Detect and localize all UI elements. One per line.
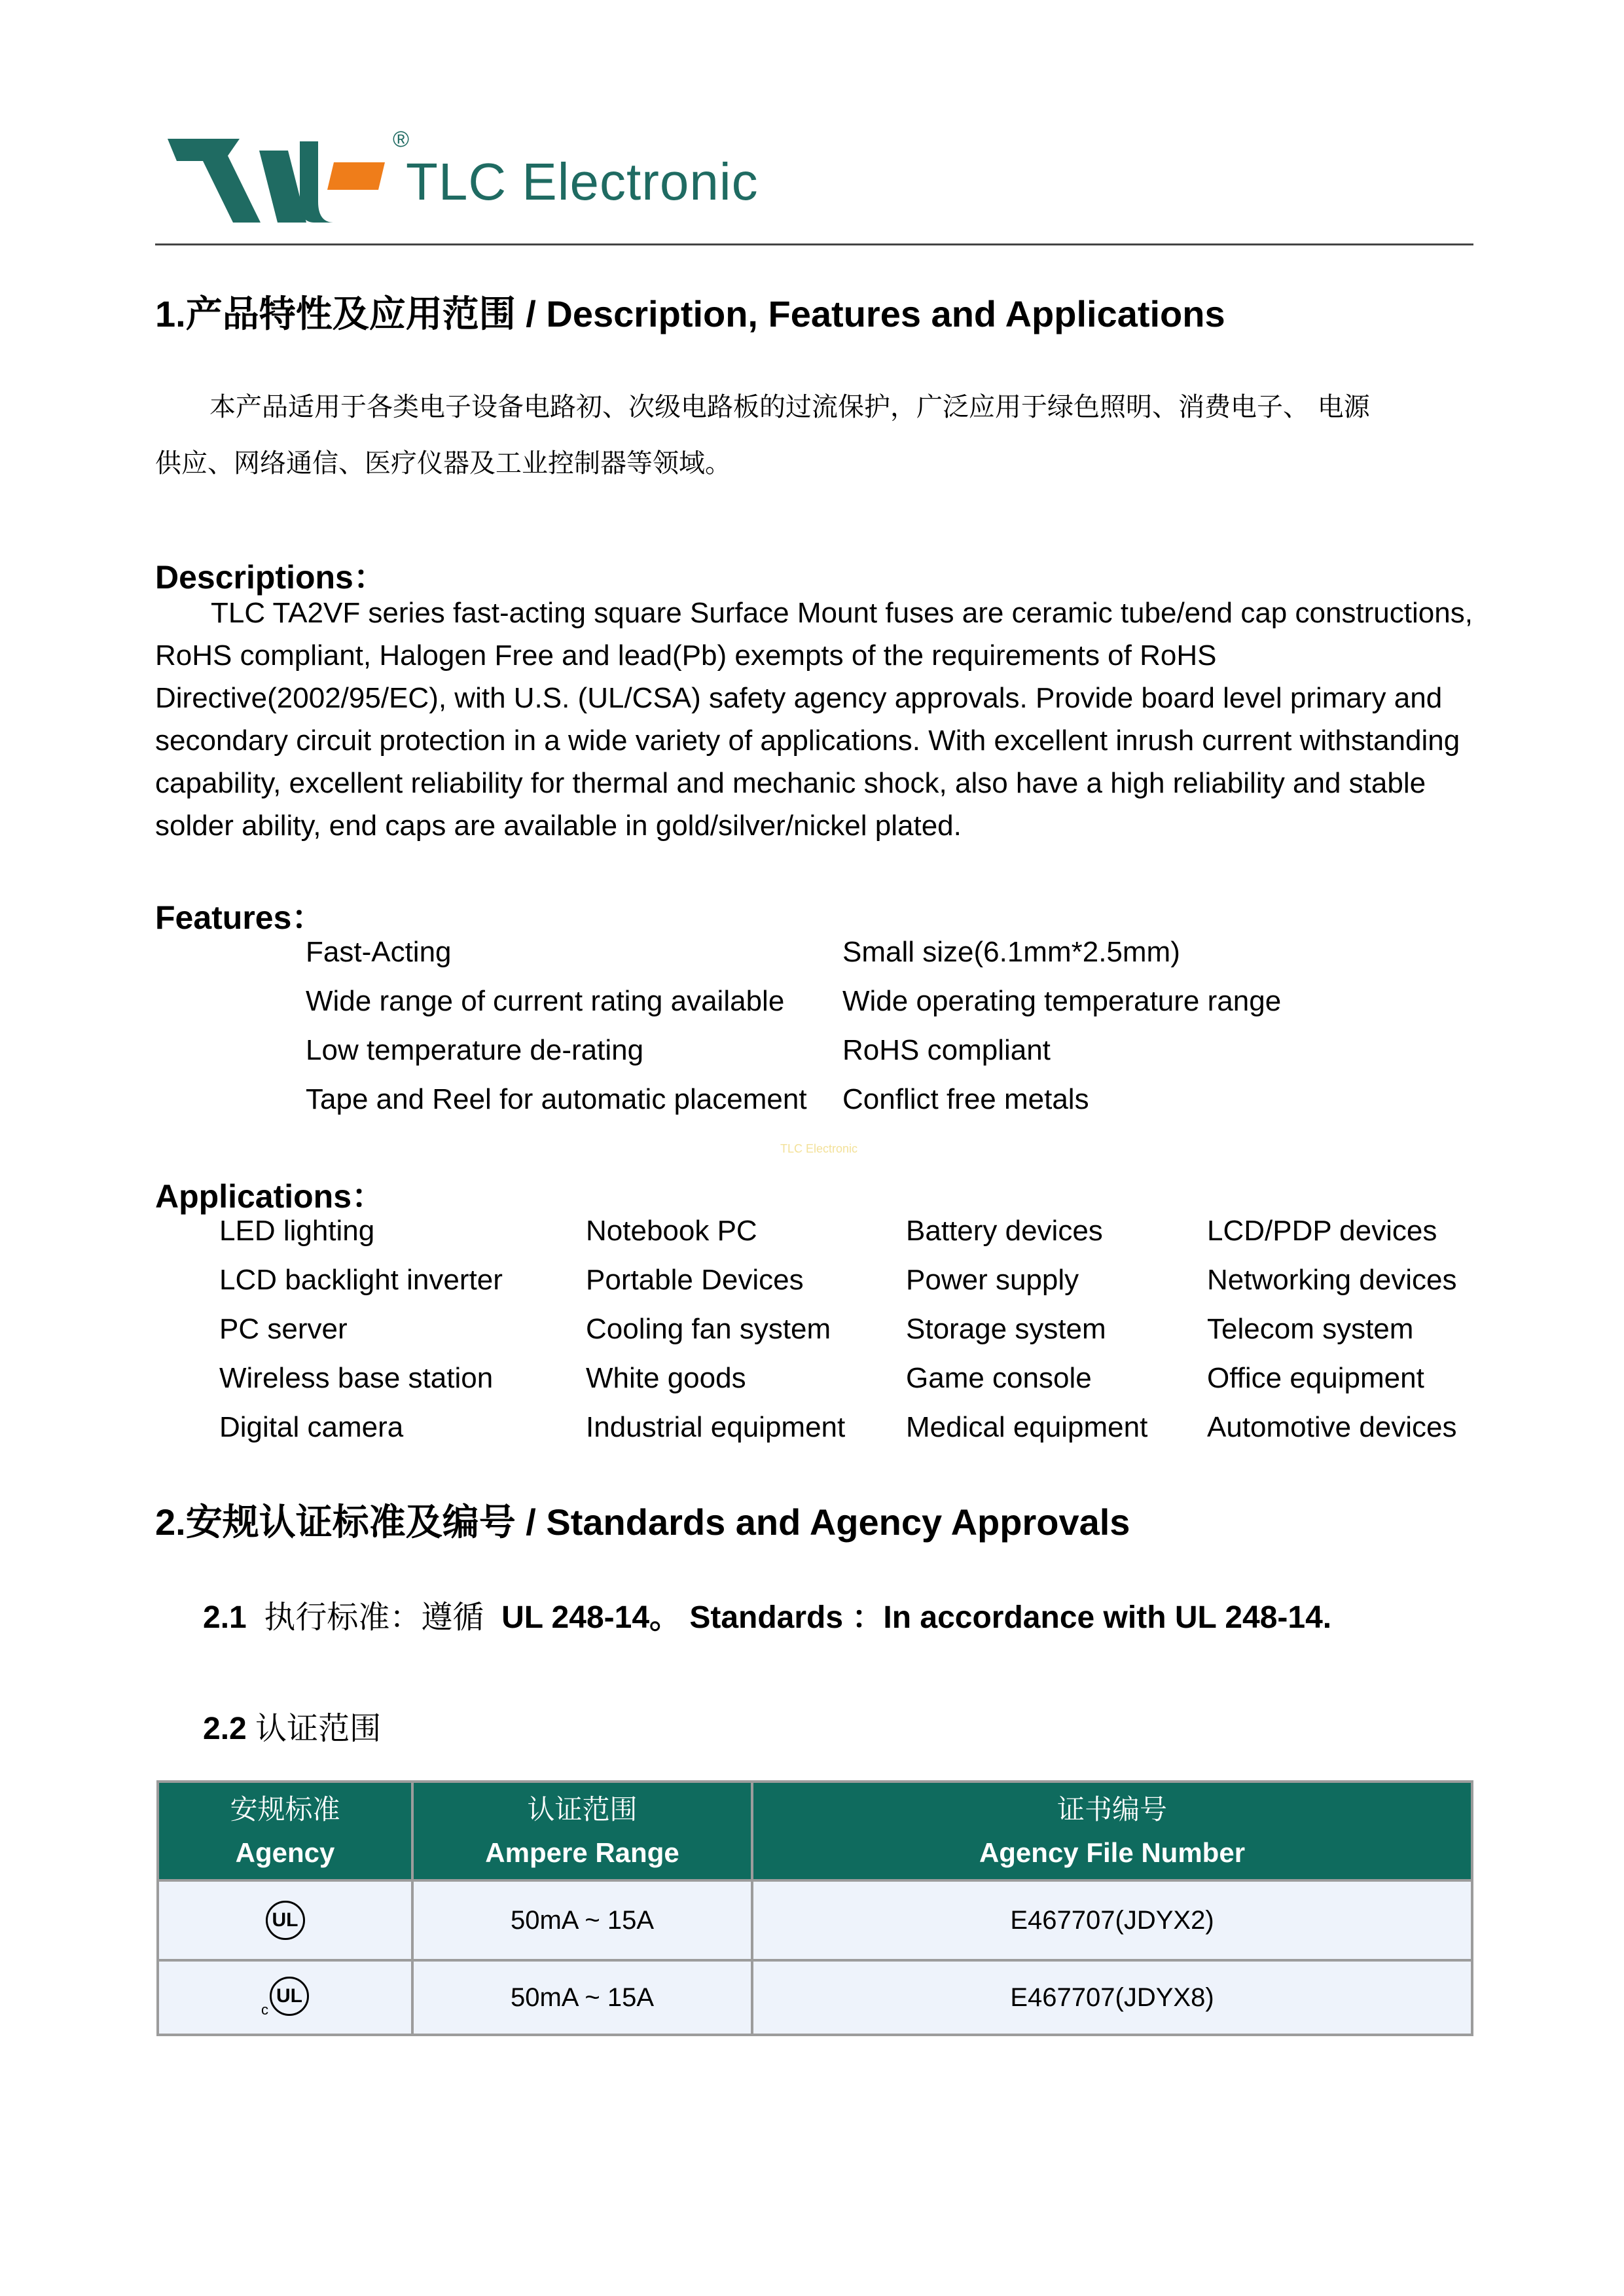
header-en: Agency bbox=[235, 1837, 335, 1868]
application-item: PC server bbox=[219, 1313, 348, 1345]
agency-cell bbox=[158, 1960, 412, 2035]
cn-paragraph-line2: 供应、网络通信、医疗仪器及工业控制器等领域。 bbox=[155, 448, 731, 478]
descriptions-heading: Descriptions： bbox=[155, 559, 386, 596]
application-item: Medical equipment bbox=[906, 1411, 1148, 1443]
ul-logo-icon: UL bbox=[266, 1901, 305, 1940]
application-item: Storage system bbox=[906, 1313, 1106, 1345]
application-item: LCD backlight inverter bbox=[219, 1264, 503, 1296]
application-item: Digital camera bbox=[219, 1411, 404, 1443]
application-item: Automotive devices bbox=[1207, 1411, 1457, 1443]
file-number-cell: E467707(JDYX2) bbox=[752, 1880, 1472, 1960]
company-logo bbox=[162, 124, 398, 236]
header-file-number bbox=[752, 1782, 1472, 1880]
application-item: Wireless base station bbox=[219, 1362, 494, 1394]
table-header-row bbox=[158, 1782, 1472, 1880]
application-item: LCD/PDP devices bbox=[1207, 1215, 1437, 1247]
feature-item: Wide range of current rating available bbox=[306, 985, 785, 1017]
header-cn: 安规标准 bbox=[230, 1793, 340, 1825]
feature-item: RoHS compliant bbox=[842, 1034, 1051, 1066]
logo-shape-left bbox=[168, 139, 261, 223]
standard-en-text: UL 248-14。 Standards ：In accordance with UL 248-14. bbox=[501, 1600, 1332, 1635]
application-item: Industrial equipment bbox=[586, 1411, 846, 1443]
header-en: Agency File Number bbox=[979, 1837, 1246, 1868]
description-line: RoHS compliant, Halogen Free and lead(Pb) exempts of the requirements of RoHS bbox=[155, 639, 1217, 672]
description-line: capability, excellent reliability for thermal and mechanic shock, also have a high reliability and stable bbox=[155, 767, 1426, 799]
application-item: Networking devices bbox=[1207, 1264, 1457, 1296]
application-item: Cooling fan system bbox=[586, 1313, 831, 1345]
header-cn: 证书编号 bbox=[1056, 1793, 1167, 1825]
feature-item: Fast-Acting bbox=[306, 936, 452, 968]
table-row bbox=[158, 1880, 1472, 1960]
description-line: TLC TA2VF series fast-acting square Surface Mount fuses are ceramic tube/end cap constructions, bbox=[211, 597, 1473, 629]
c-prefix: c bbox=[261, 2001, 268, 2018]
watermark: TLC Electronic bbox=[780, 1142, 858, 1155]
file-number-cell: E467707(JDYX8) bbox=[752, 1960, 1472, 2035]
logo-shape-orange bbox=[327, 162, 385, 190]
cul-logo-icon: UL bbox=[270, 1977, 309, 2016]
approval-scope-cn: 认证范围 bbox=[255, 1710, 382, 1747]
approval-scope-heading bbox=[203, 1703, 381, 1748]
range-cell: 50mA ~ 15A bbox=[412, 1880, 752, 1960]
header-en: Ampere Range bbox=[485, 1837, 679, 1868]
logo-shape-hook bbox=[300, 141, 334, 223]
application-item: Notebook PC bbox=[586, 1215, 757, 1247]
header-cn: 认证范围 bbox=[527, 1793, 638, 1825]
description-line: Directive(2002/95/EC), with U.S. (UL/CSA) safety agency approvals. Provide board level primary and bbox=[155, 682, 1443, 714]
description-line: solder ability, end caps are available in gold/silver/nickel plated. bbox=[155, 810, 962, 842]
standard-number: 2.1 bbox=[203, 1600, 247, 1635]
application-item: Telecom system bbox=[1207, 1313, 1414, 1345]
approval-scope-number: 2.2 bbox=[203, 1712, 247, 1746]
cn-paragraph-line1: 本产品适用于各类电子设备电路初、次级电路板的过流保护，广泛应用于绿色照明、消费电子、 电源 bbox=[209, 392, 1370, 422]
header-ampere-range bbox=[412, 1782, 752, 1880]
table-row bbox=[158, 1960, 1472, 2035]
feature-item: Conflict free metals bbox=[842, 1083, 1089, 1115]
range-cell: 50mA ~ 15A bbox=[412, 1960, 752, 2035]
section2-title: 2.安规认证标准及编号 / Standards and Agency Approvals bbox=[155, 1501, 1130, 1543]
header-divider bbox=[155, 243, 1473, 245]
registered-mark: ® bbox=[393, 127, 410, 152]
standard-cn-text: 执行标准：遵循 bbox=[264, 1599, 484, 1636]
header-agency bbox=[158, 1782, 412, 1880]
standard-line bbox=[203, 1592, 1331, 1637]
brand-name: TLC Electronic bbox=[406, 152, 759, 211]
approvals-table bbox=[156, 1780, 1473, 2036]
feature-item: Tape and Reel for automatic placement bbox=[306, 1083, 807, 1115]
application-item: Battery devices bbox=[906, 1215, 1103, 1247]
application-item: Game console bbox=[906, 1362, 1092, 1394]
application-item: Portable Devices bbox=[586, 1264, 804, 1296]
applications-heading: Applications： bbox=[155, 1178, 385, 1215]
section1-title: 1.产品特性及应用范围 / Description, Features and Applications bbox=[155, 293, 1225, 334]
application-item: Power supply bbox=[906, 1264, 1079, 1296]
feature-item: Low temperature de-rating bbox=[306, 1034, 644, 1066]
feature-item: Wide operating temperature range bbox=[842, 985, 1282, 1017]
features-heading: Features： bbox=[155, 899, 325, 936]
feature-item: Small size(6.1mm*2.5mm) bbox=[842, 936, 1180, 968]
logo-shape-middle bbox=[259, 151, 306, 223]
application-item: White goods bbox=[586, 1362, 746, 1394]
application-item: Office equipment bbox=[1207, 1362, 1424, 1394]
agency-cell bbox=[158, 1880, 412, 1960]
description-line: secondary circuit protection in a wide variety of applications. With excellent inrush current withstanding bbox=[155, 725, 1460, 757]
application-item: LED lighting bbox=[219, 1215, 375, 1247]
